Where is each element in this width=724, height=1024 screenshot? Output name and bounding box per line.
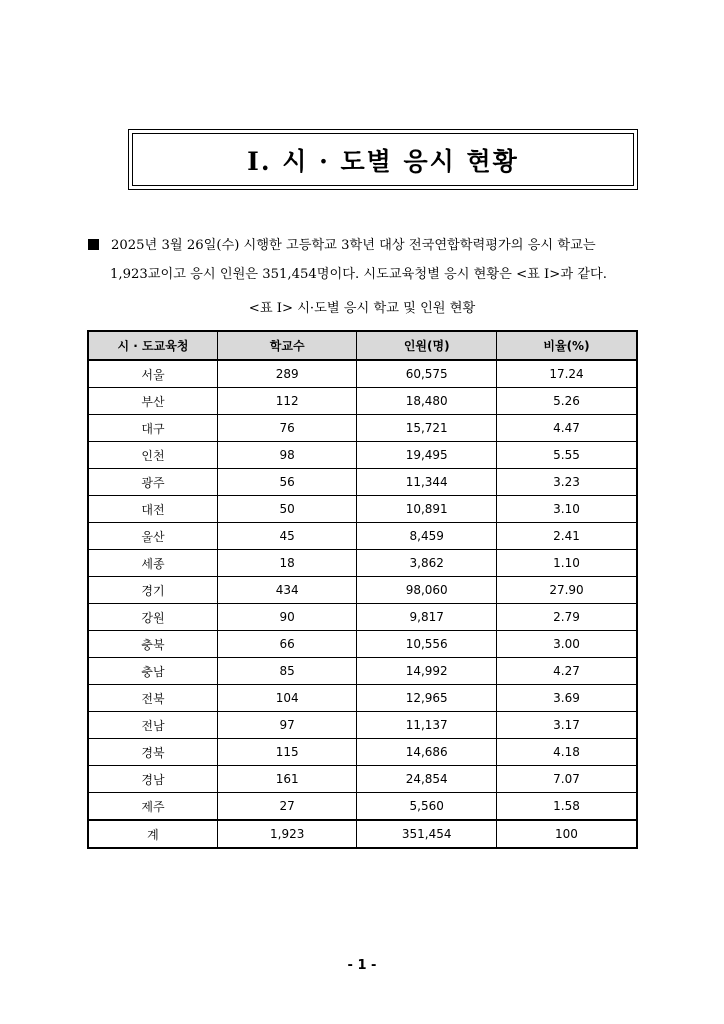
cell-schools: 112 bbox=[217, 388, 356, 415]
cell-students: 8,459 bbox=[357, 523, 497, 550]
cell-students: 24,854 bbox=[357, 766, 497, 793]
section-title-box bbox=[128, 129, 638, 190]
header-ratio: 비율(%) bbox=[496, 331, 637, 360]
cell-region: 세종 bbox=[88, 550, 217, 577]
cell-students: 3,862 bbox=[357, 550, 497, 577]
cell-ratio: 5.55 bbox=[496, 442, 637, 469]
table-row bbox=[88, 631, 637, 658]
header-students: 인원(명) bbox=[357, 331, 497, 360]
cell-schools: 434 bbox=[217, 577, 356, 604]
cell-region: 대구 bbox=[88, 415, 217, 442]
cell-schools: 85 bbox=[217, 658, 356, 685]
cell-region: 충북 bbox=[88, 631, 217, 658]
cell-ratio: 5.26 bbox=[496, 388, 637, 415]
cell-ratio: 3.69 bbox=[496, 685, 637, 712]
table-row bbox=[88, 685, 637, 712]
cell-schools: 104 bbox=[217, 685, 356, 712]
cell-students: 19,495 bbox=[357, 442, 497, 469]
cell-ratio: 3.10 bbox=[496, 496, 637, 523]
cell-region: 전북 bbox=[88, 685, 217, 712]
table-row bbox=[88, 388, 637, 415]
total-cell-region: 계 bbox=[88, 820, 217, 848]
table-row bbox=[88, 658, 637, 685]
region-exam-table bbox=[87, 330, 638, 849]
cell-region: 울산 bbox=[88, 523, 217, 550]
cell-region: 경남 bbox=[88, 766, 217, 793]
cell-students: 10,556 bbox=[357, 631, 497, 658]
cell-students: 10,891 bbox=[357, 496, 497, 523]
cell-ratio: 3.17 bbox=[496, 712, 637, 739]
table-row bbox=[88, 469, 637, 496]
cell-region: 충남 bbox=[88, 658, 217, 685]
cell-ratio: 27.90 bbox=[496, 577, 637, 604]
table-row bbox=[88, 496, 637, 523]
table-row bbox=[88, 766, 637, 793]
cell-students: 60,575 bbox=[357, 360, 497, 388]
table-row bbox=[88, 712, 637, 739]
table-row bbox=[88, 604, 637, 631]
cell-schools: 98 bbox=[217, 442, 356, 469]
cell-region: 부산 bbox=[88, 388, 217, 415]
cell-schools: 27 bbox=[217, 793, 356, 821]
intro-line-2: 1,923교이고 응시 인원은 351,454명이다. 시도교육청별 응시 현황은 <표 Ⅰ>과 같다. bbox=[110, 267, 607, 282]
header-region: 시 · 도교육청 bbox=[88, 331, 217, 360]
cell-schools: 66 bbox=[217, 631, 356, 658]
cell-region: 서울 bbox=[88, 360, 217, 388]
table-row bbox=[88, 442, 637, 469]
table-total-row bbox=[88, 820, 637, 848]
cell-ratio: 3.00 bbox=[496, 631, 637, 658]
cell-region: 경기 bbox=[88, 577, 217, 604]
total-cell-students: 351,454 bbox=[357, 820, 497, 848]
cell-students: 11,344 bbox=[357, 469, 497, 496]
cell-students: 14,992 bbox=[357, 658, 497, 685]
cell-ratio: 1.58 bbox=[496, 793, 637, 821]
cell-schools: 161 bbox=[217, 766, 356, 793]
cell-ratio: 7.07 bbox=[496, 766, 637, 793]
table-row bbox=[88, 360, 637, 388]
cell-region: 경북 bbox=[88, 739, 217, 766]
cell-ratio: 4.18 bbox=[496, 739, 637, 766]
header-schools: 학교수 bbox=[217, 331, 356, 360]
cell-students: 18,480 bbox=[357, 388, 497, 415]
page-number: - 1 - bbox=[347, 958, 377, 973]
cell-ratio: 2.41 bbox=[496, 523, 637, 550]
cell-ratio: 17.24 bbox=[496, 360, 637, 388]
cell-schools: 18 bbox=[217, 550, 356, 577]
table-row bbox=[88, 550, 637, 577]
table-row bbox=[88, 523, 637, 550]
intro-paragraph bbox=[88, 231, 648, 289]
cell-region: 제주 bbox=[88, 793, 217, 821]
cell-ratio: 1.10 bbox=[496, 550, 637, 577]
cell-schools: 115 bbox=[217, 739, 356, 766]
cell-students: 14,686 bbox=[357, 739, 497, 766]
intro-line-1-text: 2025년 3월 26일(수) 시행한 고등학교 3학년 대상 전국연합학력평가의 응시 학교는 bbox=[111, 238, 596, 253]
cell-schools: 97 bbox=[217, 712, 356, 739]
cell-region: 대전 bbox=[88, 496, 217, 523]
cell-region: 인천 bbox=[88, 442, 217, 469]
cell-students: 5,560 bbox=[357, 793, 497, 821]
cell-schools: 90 bbox=[217, 604, 356, 631]
table-body bbox=[88, 360, 637, 848]
cell-region: 전남 bbox=[88, 712, 217, 739]
table-row bbox=[88, 577, 637, 604]
cell-students: 15,721 bbox=[357, 415, 497, 442]
table-row bbox=[88, 739, 637, 766]
cell-ratio: 2.79 bbox=[496, 604, 637, 631]
table-header-row bbox=[88, 331, 637, 360]
cell-students: 11,137 bbox=[357, 712, 497, 739]
cell-region: 광주 bbox=[88, 469, 217, 496]
total-cell-ratio: 100 bbox=[496, 820, 637, 848]
intro-line-1 bbox=[88, 231, 648, 260]
cell-schools: 45 bbox=[217, 523, 356, 550]
total-cell-schools: 1,923 bbox=[217, 820, 356, 848]
cell-ratio: 3.23 bbox=[496, 469, 637, 496]
cell-students: 12,965 bbox=[357, 685, 497, 712]
section-title-inner-border bbox=[132, 133, 634, 186]
cell-schools: 50 bbox=[217, 496, 356, 523]
cell-region: 강원 bbox=[88, 604, 217, 631]
section-title: I. 시 · 도별 응시 현황 bbox=[247, 146, 519, 176]
cell-ratio: 4.27 bbox=[496, 658, 637, 685]
cell-ratio: 4.47 bbox=[496, 415, 637, 442]
table-caption: <표 Ⅰ> 시·도별 응시 학교 및 인원 현황 bbox=[248, 301, 476, 316]
cell-schools: 56 bbox=[217, 469, 356, 496]
table-row bbox=[88, 415, 637, 442]
table-row bbox=[88, 793, 637, 821]
cell-students: 98,060 bbox=[357, 577, 497, 604]
cell-schools: 76 bbox=[217, 415, 356, 442]
cell-students: 9,817 bbox=[357, 604, 497, 631]
cell-schools: 289 bbox=[217, 360, 356, 388]
square-bullet-icon bbox=[88, 239, 99, 250]
